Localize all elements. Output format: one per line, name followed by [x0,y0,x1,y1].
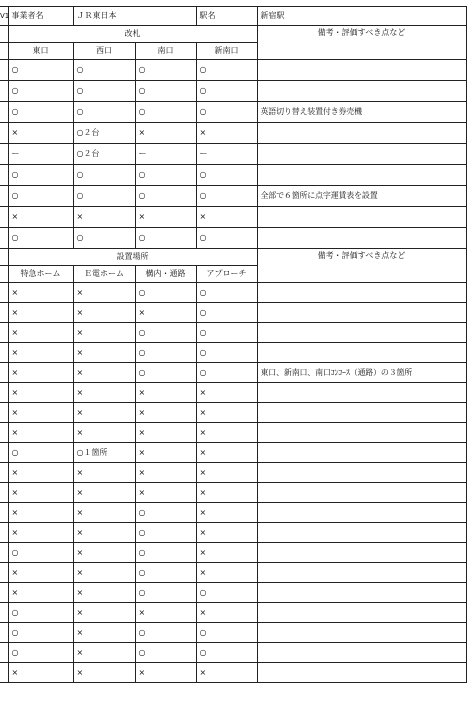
remarks-cell: 英語切り替え装置付き券売機 [257,102,466,123]
header-row [0,7,466,26]
mark-cell: × [8,207,73,228]
table-row [0,643,466,663]
mark-cell: ○ [196,102,257,123]
remarks-cell [257,623,466,643]
mark-cell: × [135,423,196,443]
remarks-cell [257,543,466,563]
remarks-cell [257,463,466,483]
blank-cell [0,81,8,102]
mark-cell: × [73,403,135,423]
blank-cell [0,603,8,623]
mark-cell: × [8,583,73,603]
mark-cell: ○ [8,60,73,81]
remarks-cell [257,603,466,623]
mark-cell: × [196,207,257,228]
mark-cell: × [135,303,196,323]
mark-cell: ○ [196,643,257,663]
table-row [0,503,466,523]
mark-cell: ○ [196,186,257,207]
table-row [0,583,466,603]
mark-cell: × [73,563,135,583]
table-row [0,423,466,443]
section2-remarks-header: 備考・評価すべき点など [257,249,466,283]
mark-cell: × [8,123,73,144]
blank-cell [0,60,8,81]
blank-cell [0,165,8,186]
section1-title: 改札 [8,26,257,43]
mark-cell: × [196,403,257,423]
mark-cell: ○ [196,81,257,102]
remarks-cell [257,443,466,463]
mark-cell: ○ [135,343,196,363]
mark-cell: ○ [135,186,196,207]
mark-cell: × [135,463,196,483]
survey-sheet [0,6,466,683]
blank-cell [0,207,8,228]
mark-cell: ○ [73,228,135,249]
mark-cell: ○ [8,603,73,623]
mark-cell: × [8,343,73,363]
mark-cell: ○ [135,228,196,249]
mark-cell: ○ [135,165,196,186]
table-row [0,343,466,363]
mark-cell: ○ [135,623,196,643]
mark-cell: ー [135,144,196,165]
operator-value: ＪＲ東日本 [73,7,196,26]
table-row [0,60,466,81]
mark-cell: ○ [135,81,196,102]
survey-table [0,6,467,683]
remarks-cell [257,60,466,81]
mark-cell: ○ [8,81,73,102]
mark-cell: ○ [135,643,196,663]
mark-cell: × [8,563,73,583]
mark-cell: ○ [73,165,135,186]
blank-cell [0,543,8,563]
blank-cell [0,483,8,503]
remarks-cell [257,323,466,343]
section1-col-south: 南口 [135,43,196,60]
mark-cell: × [196,123,257,144]
operator-label: 事業者名 [8,7,73,26]
mark-cell: × [135,123,196,144]
mark-cell: × [8,463,73,483]
mark-cell: × [73,643,135,663]
mark-cell: × [73,623,135,643]
mark-cell: × [196,663,257,683]
mark-cell: ○ [135,102,196,123]
mark-cell: ○ [8,543,73,563]
blank-cell [0,266,8,283]
remarks-cell [257,228,466,249]
mark-cell: × [196,423,257,443]
mark-cell: × [196,523,257,543]
blank-cell [0,563,8,583]
blank-cell [0,583,8,603]
blank-cell [0,144,8,165]
mark-cell: × [73,323,135,343]
mark-cell: × [73,207,135,228]
table-row [0,663,466,683]
mark-cell: ○ [73,102,135,123]
mark-cell: ○ [196,363,257,383]
table-row [0,463,466,483]
row-label: V1 [0,7,8,26]
mark-cell: ○ [135,563,196,583]
remarks-cell: 東口、新南口、南口ｺﾝｺｰｽ（通路）の３箇所 [257,363,466,383]
section1-title-row [0,26,466,43]
mark-cell: × [196,603,257,623]
mark-cell: × [73,483,135,503]
mark-cell: ○ [196,165,257,186]
table-row [0,283,466,303]
mark-cell: × [8,323,73,343]
mark-cell: ○ [196,623,257,643]
mark-cell: × [73,543,135,563]
mark-cell: × [73,283,135,303]
mark-cell: × [135,443,196,463]
station-value: 新宿駅 [257,7,466,26]
table-row [0,228,466,249]
mark-cell: ○ [196,323,257,343]
mark-cell: × [135,663,196,683]
mark-cell: ○ [196,303,257,323]
mark-cell: × [73,363,135,383]
table-row [0,323,466,343]
blank-cell [0,249,8,266]
mark-cell: × [196,543,257,563]
blank-cell [0,423,8,443]
blank-cell [0,623,8,643]
mark-cell: ○ [8,228,73,249]
mark-cell: × [196,483,257,503]
mark-cell: × [8,503,73,523]
remarks-cell [257,383,466,403]
mark-cell: ー [196,144,257,165]
mark-cell: ○ [196,283,257,303]
mark-cell: × [135,603,196,623]
remarks-cell [257,403,466,423]
blank-cell [0,283,8,303]
mark-cell: ○ [8,186,73,207]
mark-cell: × [8,423,73,443]
blank-cell [0,43,8,60]
remarks-cell [257,503,466,523]
mark-cell: ○ [135,543,196,563]
mark-cell: × [8,363,73,383]
section1-remarks-header: 備考・評価すべき点など [257,26,466,60]
mark-cell: ○ [73,186,135,207]
remarks-cell [257,144,466,165]
table-row [0,207,466,228]
remarks-cell [257,583,466,603]
mark-cell: × [8,483,73,503]
mark-cell: ○２台 [73,144,135,165]
mark-cell: × [135,207,196,228]
station-label: 駅名 [196,7,257,26]
mark-cell: ○ [8,443,73,463]
remarks-cell [257,165,466,186]
mark-cell: × [135,403,196,423]
mark-cell: × [73,583,135,603]
blank-cell [0,383,8,403]
blank-cell [0,323,8,343]
table-row [0,102,466,123]
mark-cell: ○ [73,81,135,102]
blank-cell [0,123,8,144]
mark-cell: × [8,383,73,403]
section2-title-row [0,249,466,266]
table-row [0,543,466,563]
table-row [0,363,466,383]
mark-cell: ○１箇所 [73,443,135,463]
table-row [0,563,466,583]
blank-cell [0,343,8,363]
mark-cell: × [135,383,196,403]
section1-col-west: 西口 [73,43,135,60]
mark-cell: ○ [135,60,196,81]
section1-col-east: 東口 [8,43,73,60]
blank-cell [0,26,8,43]
blank-cell [0,443,8,463]
remarks-cell [257,523,466,543]
mark-cell: ○ [135,503,196,523]
remarks-cell [257,343,466,363]
mark-cell: × [73,523,135,543]
mark-cell: ○ [8,643,73,663]
blank-cell [0,228,8,249]
table-row [0,186,466,207]
remarks-cell [257,123,466,144]
table-row [0,303,466,323]
blank-cell [0,403,8,423]
remarks-cell [257,423,466,443]
remarks-cell [257,563,466,583]
survey-table-body [0,7,466,683]
blank-cell [0,523,8,543]
mark-cell: ○ [135,523,196,543]
mark-cell: × [196,503,257,523]
table-row [0,165,466,186]
mark-cell: ー [8,144,73,165]
table-row [0,623,466,643]
mark-cell: × [73,463,135,483]
table-row [0,81,466,102]
mark-cell: ○ [8,623,73,643]
mark-cell: ○ [196,343,257,363]
mark-cell: × [8,283,73,303]
mark-cell: × [8,303,73,323]
mark-cell: ○ [196,228,257,249]
remarks-cell: 全部で６箇所に点字運賃表を設置 [257,186,466,207]
mark-cell: × [73,303,135,323]
blank-cell [0,503,8,523]
remarks-cell [257,303,466,323]
mark-cell: ○ [8,165,73,186]
mark-cell: ○ [135,283,196,303]
mark-cell: × [73,603,135,623]
mark-cell: ○ [135,583,196,603]
mark-cell: × [196,563,257,583]
table-row [0,144,466,165]
mark-cell: ○ [135,363,196,383]
section2-title: 設置場所 [8,249,257,266]
section2-col-approach: アプローチ [196,266,257,283]
mark-cell: × [73,663,135,683]
section2-col-concourse: 構内・通路 [135,266,196,283]
blank-cell [0,303,8,323]
remarks-cell [257,483,466,503]
mark-cell: × [8,523,73,543]
table-row [0,123,466,144]
blank-cell [0,463,8,483]
mark-cell: ○ [8,102,73,123]
mark-cell: × [8,663,73,683]
mark-cell: ○２台 [73,123,135,144]
mark-cell: × [8,403,73,423]
mark-cell: × [196,463,257,483]
table-row [0,383,466,403]
blank-cell [0,643,8,663]
mark-cell: × [73,423,135,443]
mark-cell: × [196,383,257,403]
mark-cell: × [196,443,257,463]
table-row [0,403,466,423]
table-row [0,443,466,463]
blank-cell [0,363,8,383]
table-row [0,483,466,503]
section2-col-e-train-platform: Ｅ電ホーム [73,266,135,283]
mark-cell: ○ [73,60,135,81]
remarks-cell [257,283,466,303]
blank-cell [0,102,8,123]
blank-cell [0,186,8,207]
section1-col-new-south: 新南口 [196,43,257,60]
table-row [0,603,466,623]
remarks-cell [257,663,466,683]
mark-cell: ○ [196,60,257,81]
blank-cell [0,663,8,683]
remarks-cell [257,643,466,663]
table-row [0,523,466,543]
mark-cell: ○ [135,323,196,343]
mark-cell: × [73,503,135,523]
remarks-cell [257,207,466,228]
remarks-cell [257,81,466,102]
mark-cell: × [73,383,135,403]
mark-cell: ○ [196,583,257,603]
section2-col-limited-express-platform: 特急ホーム [8,266,73,283]
mark-cell: × [73,343,135,363]
mark-cell: × [135,483,196,503]
